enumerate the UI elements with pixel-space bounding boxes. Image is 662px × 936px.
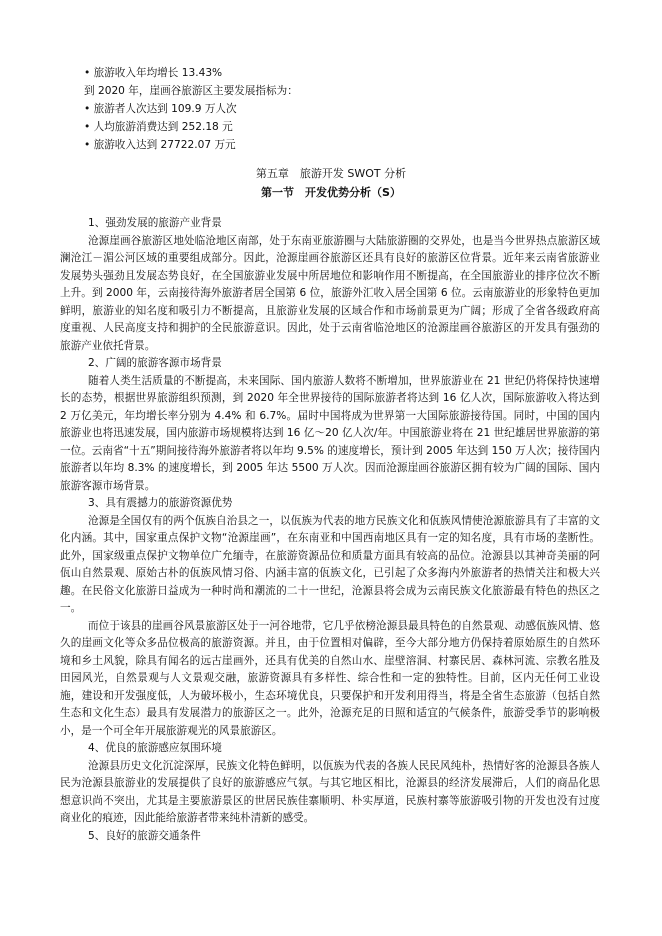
subsection-heading: 4、优良的旅游感应氛围环境 xyxy=(88,742,222,754)
subsection-heading: 3、具有震撼力的旅游资源优势 xyxy=(88,497,233,509)
bullet-line: • 旅游收入达到 27722.07 万元 xyxy=(84,139,236,151)
development-targets-list xyxy=(84,64,584,154)
bullet-line: 到 2020 年，崖画谷旅游区主要发展指标为： xyxy=(84,85,298,97)
body-paragraph: 随着人类生活质量的不断提高，未来国际、国内旅游人数将不断增加，世界旅游业在 21 世纪仍将保持快速增长的态势，根据世界旅游组织预测，到 2020 年全世界接待的国际旅游者将达到 16 亿人次，国际旅游收入将达到 2 万亿美元，年均增长率分别为 4.4% 和 6.7%。届时中国将成为世界第一大国际旅游接待国。同时，中国的国内旅游业也将迅速发展，国内旅游市场规模将达到 16 亿～20 亿人次/年。中国旅游业将在 21 世纪雄居世界旅游的第一位。云南省“十五”期间接待海外旅游者将以年均 9.5% 的速度增长，预计到 2005 年达到 150 万人次；接待国内旅游者以年均 8.3% 的速度增长，到 2005 年达 5500 万人次。因而沧源崖画谷旅游区拥有较为广阔的国际、国内旅游客源市场背景。 xyxy=(60,374,600,492)
subsection-heading: 5、良好的旅游交通条件 xyxy=(88,829,201,842)
body-paragraph: 沧源崖画谷旅游区地处临沧地区南部，处于东南亚旅游圈与大陆旅游圈的交界处，也是当今世界热点旅游区域澜沧江－湄公河区域的重要组成部分。因此，沧源崖画谷旅游区还具有良好的旅游区位背景。近年来云南省旅游业发展势头强劲且发展态势良好，在全国旅游业发展中所居地位和影响作用不断提高，在全国旅游业的排序位次不断上升。到 2000 年，云南接待海外旅游者居全国第 6 位，旅游外汇收入居全国第 6 位。云南旅游业的形象特色更加鲜明，旅游业的知名度和吸引力不断提高，且旅游业发展的区域合作和市场前景更为广阔；形成了全省各级政府高度重视、人民高度支持和拥护的全民旅游意识。因此，处于云南省临沧地区的沧源崖画谷旅游区的开发具有强劲的旅游产业依托背景。 xyxy=(60,234,600,352)
body-paragraph: 沧源是全国仅有的两个佤族自治县之一，以佤族为代表的地方民族文化和佤族风情使沧源旅游具有了丰富的文化内涵。其中，国家重点保护文物“沧源崖画”，在东南亚和中国西南地区具有一定的知名度，具有市场的垄断性。此外，国家级重点保护文物单位广允缅寺，在旅游资源品位和质量方面具有较高的品位。沧源县以其神奇美丽的阿佤山自然景观、原始古朴的佤族风情习俗、内涵丰富的佤族文化，已引起了众多海内外旅游者的热情关注和极大兴趣。在民俗文化旅游日益成为一种时尚和潮流的二十一世纪，沧源县将会成为云南民族文化旅游最有特色的热区之一。 xyxy=(60,514,600,614)
body-paragraph: 而位于该县的崖画谷风景旅游区处于一河谷地带，它几乎依榜沧源县最具特色的自然景观、动感佤族风情、悠久的崖画文化等众多品位极高的旅游资源。并且，由于位置相对偏辟，至今大部分地方仍保持着原始原生的自然环境和乡土风貌，除具有闻名的远古崖画外，还具有优美的自然山水、崖壁溶洞、村寨民居、森林河流、宗教名胜及田园风光，自然景观与人文景观交融，旅游资源具有多样性、综合性和一定的独特性。目前，区内无任何工业设施，建设和开发强度低，人为破坏极小，生态环境优良，只要保护和开发利用得当，将是全省生态旅游（包括自然生态和文化生态）最具有发展潜力的旅游区之一。此外，沧源充足的日照和适宜的气候条件，旅游受季节的影响极小，是一个可全年开展旅游观光的风景旅游区。 xyxy=(60,619,600,737)
section-title: 第一节 开发优势分析（S） xyxy=(261,186,401,199)
bullet-line: • 旅游收入年均增长 13.43% xyxy=(84,67,223,79)
document-body xyxy=(60,215,600,845)
bullet-line: • 人均旅游消费达到 252.18 元 xyxy=(84,121,233,133)
chapter-title: 第五章 旅游开发 SWOT 分析 xyxy=(255,167,407,180)
bullet-line: • 旅游者人次达到 109.9 万人次 xyxy=(84,103,237,115)
body-paragraph: 沧源县历史文化沉淀深厚，民族文化特色鲜明，以佤族为代表的各族人民民风纯朴，热情好客的沧源县各族人民为沧源县旅游业的发展提供了良好的旅游感应气氛。与其它地区相比，沧源县的经济发展滞后，人们的商品化思想意识尚不突出，尤其是主要旅游景区的世居民族佳寨顺明、朴实厚道，民族村寨等旅游吸引物的开发也没有过度商业化的痕迹，因此能给旅游者带来纯朴清新的感受。 xyxy=(60,759,600,824)
subsection-heading: 2、广阔的旅游客源市场背景 xyxy=(88,357,222,369)
subsection-heading: 1、强劲发展的旅游产业背景 xyxy=(88,217,222,229)
